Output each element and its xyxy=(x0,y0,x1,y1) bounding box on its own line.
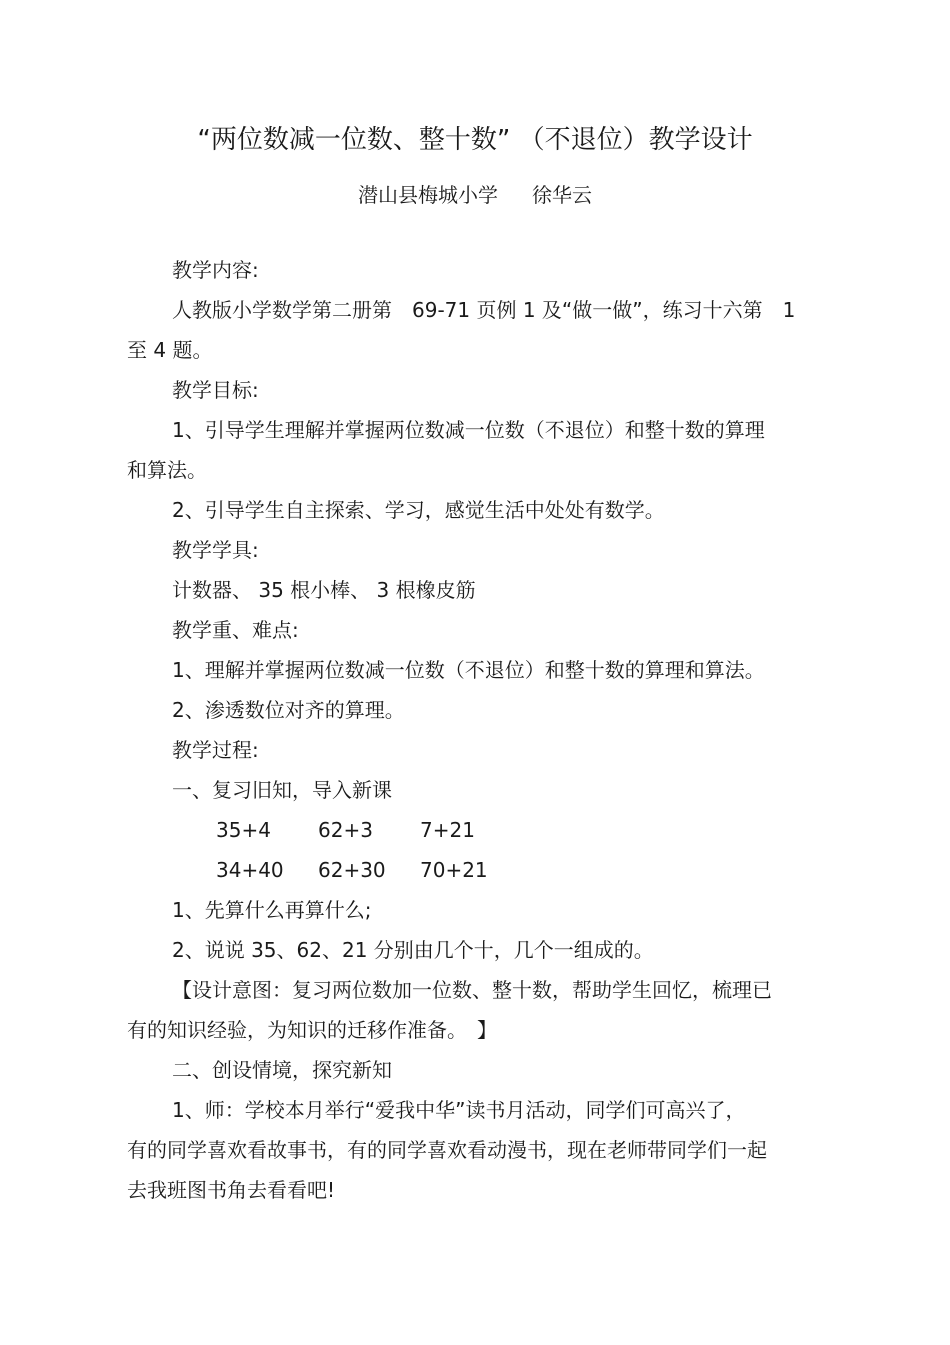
section-heading-key-points: 教学重、难点: xyxy=(172,618,299,642)
section-heading-goals: 教学目标: xyxy=(172,378,259,402)
paragraph-line: 1、引导学生理解并掌握两位数减一位数（不退位）和整十数的算理 xyxy=(172,418,765,442)
author-school: 潜山县梅城小学 xyxy=(358,183,498,207)
author-line xyxy=(0,182,950,208)
paragraph-line: 2、渗透数位对齐的算理。 xyxy=(172,698,405,722)
paragraph-line: 2、引导学生自主探索、学习，感觉生活中处处有数学。 xyxy=(172,498,665,522)
paragraph-line: 1、理解并掌握两位数减一位数（不退位）和整十数的算理和算法。 xyxy=(172,658,765,682)
exercise-item: 62+3 xyxy=(318,818,373,842)
paragraph-line: 1、师：学校本月举行“爱我中华”读书月活动，同学们可高兴了， xyxy=(172,1098,746,1122)
section-heading-content: 教学内容: xyxy=(172,258,259,282)
design-intent-note: 有的知识经验，为知识的迁移作准备。 】 xyxy=(127,1018,497,1042)
section-heading-tools: 教学学具: xyxy=(172,538,259,562)
paragraph-line: 人教版小学数学第二册第 69-71 页例 1 及“做一做”，练习十六第 1 xyxy=(172,298,796,322)
design-intent-note: 【设计意图：复习两位数加一位数、整十数，帮助学生回忆，梳理已 xyxy=(172,978,772,1002)
paragraph-line: 计数器、 35 根小棒、 3 根橡皮筋 xyxy=(172,578,476,602)
paragraph-line: 1、先算什么再算什么; xyxy=(172,898,372,922)
exercise-item: 62+30 xyxy=(318,858,386,882)
exercise-item: 35+4 xyxy=(216,818,271,842)
paragraph-line: 2、说说 35、62、21 分别由几个十，几个一组成的。 xyxy=(172,938,654,962)
paragraph-line: 至 4 题。 xyxy=(127,338,213,362)
author-name: 徐华云 xyxy=(532,183,592,207)
document-title: “两位数减一位数、整十数” （不退位）教学设计 xyxy=(197,125,753,155)
exercise-item: 34+40 xyxy=(216,858,284,882)
subsection-heading: 二、创设情境，探究新知 xyxy=(172,1058,392,1082)
exercise-item: 70+21 xyxy=(420,858,488,882)
paragraph-line: 和算法。 xyxy=(127,458,207,482)
paragraph-line: 去我班图书角去看看吧! xyxy=(127,1178,336,1202)
section-heading-process: 教学过程: xyxy=(172,738,259,762)
exercise-item: 7+21 xyxy=(420,818,475,842)
subsection-heading: 一、复习旧知，导入新课 xyxy=(172,778,392,802)
paragraph-line: 有的同学喜欢看故事书，有的同学喜欢看动漫书，现在老师带同学们一起 xyxy=(127,1138,767,1162)
